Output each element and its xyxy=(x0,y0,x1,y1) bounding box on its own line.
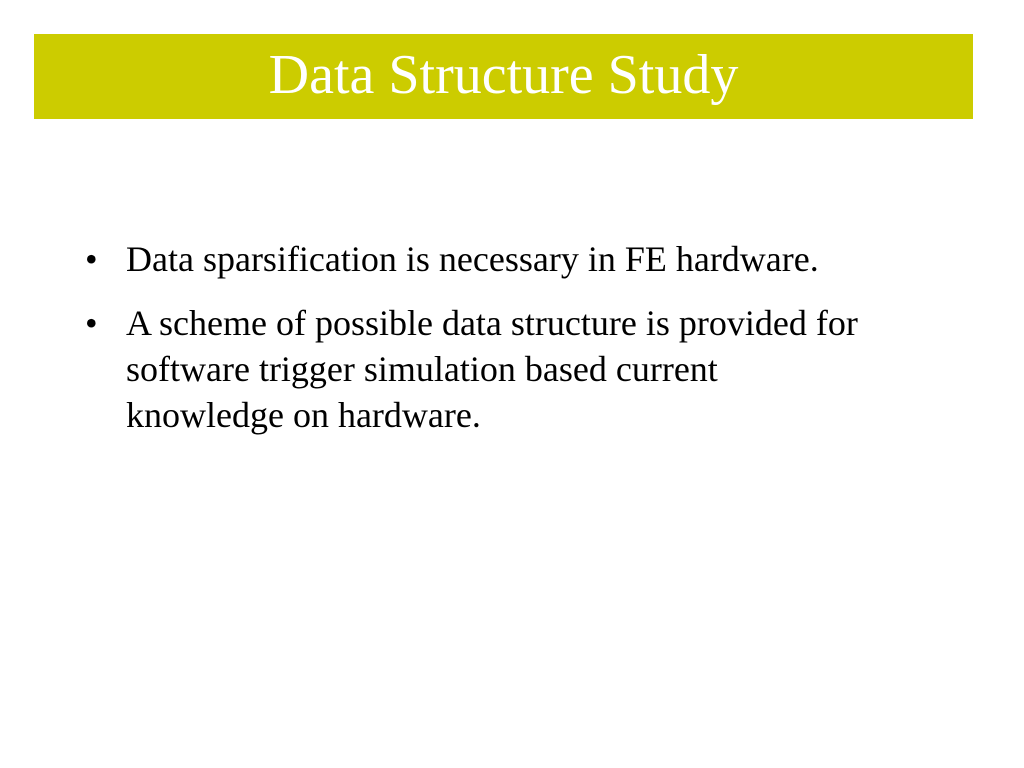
bullet-item xyxy=(85,236,875,282)
bullet-icon: • xyxy=(85,239,98,279)
slide-title: Data Structure Study xyxy=(268,43,739,106)
title-bar xyxy=(34,34,973,119)
bullet-list xyxy=(85,236,875,456)
bullet-icon: • xyxy=(85,303,98,343)
bullet-text: A scheme of possible data structure is provided for software trigger simulation based current knowledge on hardware. xyxy=(126,303,858,435)
bullet-item xyxy=(85,300,875,438)
bullet-text: Data sparsification is necessary in FE hardware. xyxy=(126,239,819,279)
